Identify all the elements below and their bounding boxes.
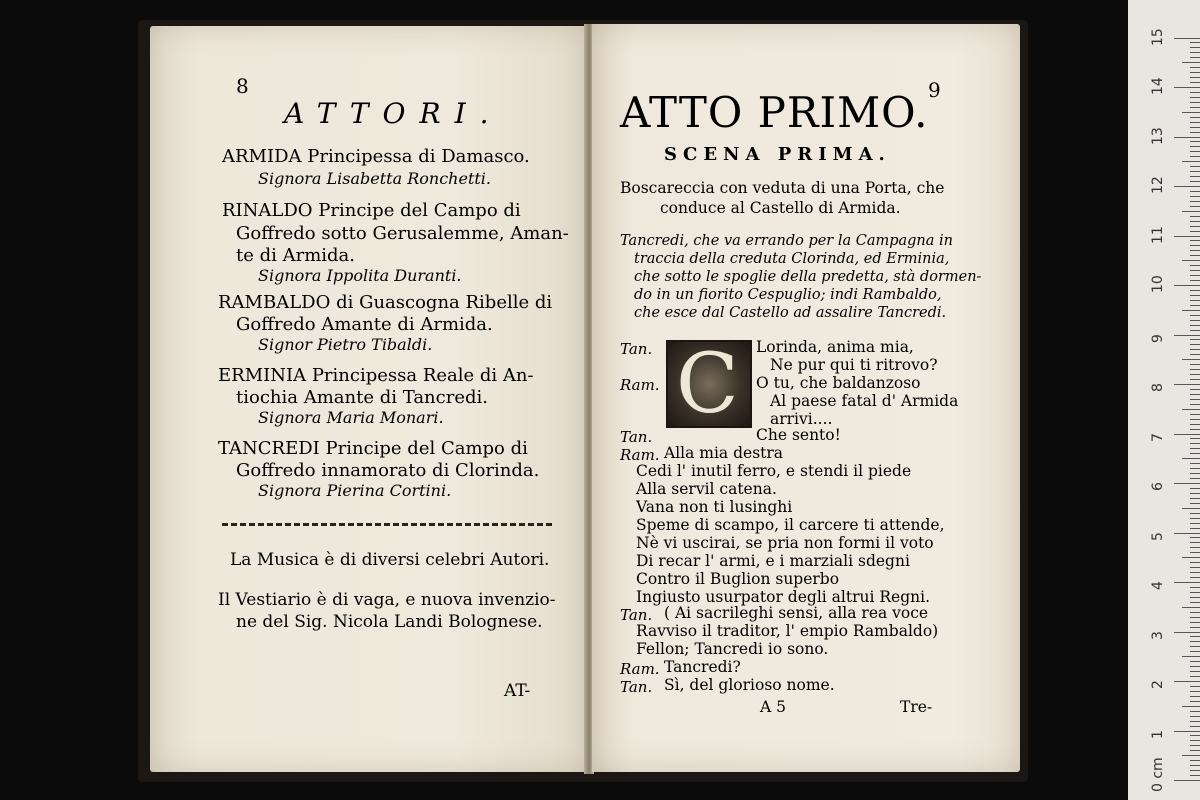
ruler-tick	[1190, 181, 1200, 182]
ruler-number: 10	[1150, 275, 1166, 293]
costume-note-line: ne del Sig. Nicola Landi Bolognese.	[236, 612, 543, 632]
ruler-tick	[1190, 399, 1200, 400]
ruler-tick	[1174, 335, 1200, 336]
character-role-line: TANCREDI Principe del Campo di	[218, 438, 528, 459]
ruler-tick	[1190, 740, 1200, 741]
ruler-tick	[1190, 760, 1200, 761]
ruler-number: 9	[1150, 333, 1166, 343]
ruler-tick	[1190, 661, 1200, 662]
ruler-number: 7	[1150, 432, 1166, 442]
ruler-tick	[1190, 542, 1200, 543]
ruler-tick	[1182, 112, 1200, 113]
ruler-tick	[1182, 706, 1200, 707]
speaker-label: Ram.	[620, 376, 660, 394]
ruler-tick	[1190, 726, 1200, 727]
ruler-tick	[1190, 478, 1200, 479]
ruler-tick	[1190, 523, 1200, 524]
verse-line: Di recar l' armi, e i marziali sdegni	[636, 552, 910, 570]
stage-direction-line: Tancredi, che va errando per la Campagna in	[620, 233, 954, 249]
speaker-label: Tan.	[620, 678, 653, 696]
ruler-tick	[1174, 731, 1200, 732]
ruler-tick	[1190, 696, 1200, 697]
ruler-tick	[1182, 409, 1200, 410]
ruler-tick	[1190, 344, 1200, 345]
ruler-tick	[1190, 156, 1200, 157]
verse-line: Ingiusto usurpator degli altrui Regni.	[636, 588, 930, 606]
speaker-label: Tan.	[620, 340, 653, 358]
act-title: ATTO PRIMO.	[620, 88, 929, 137]
verse-line: O tu, che baldanzoso	[756, 374, 921, 392]
ruler-tick	[1182, 260, 1200, 261]
verse-line: Cedi l' inutil ferro, e stendi il piede	[636, 462, 912, 480]
ruler-tick	[1174, 582, 1200, 583]
stage-direction-line: do in un fiorito Cespuglio; indi Rambaldo,	[634, 287, 942, 303]
ruler-number: 14	[1150, 77, 1166, 95]
ruler-tick	[1190, 448, 1200, 449]
ruler-tick	[1190, 280, 1200, 281]
verse-line: Al paese fatal d' Armida	[770, 392, 959, 410]
ruler-tick	[1190, 250, 1200, 251]
ruler-tick	[1190, 275, 1200, 276]
ruler-number: 15	[1150, 27, 1166, 46]
ruler-tick	[1190, 305, 1200, 306]
ruler-tick	[1190, 498, 1200, 499]
ruler-tick	[1190, 617, 1200, 618]
ruler-tick	[1190, 369, 1200, 370]
ruler-tick	[1190, 716, 1200, 717]
ruler-tick	[1190, 691, 1200, 692]
speaker-label: Tan.	[620, 428, 653, 446]
ruler-tick	[1190, 429, 1200, 430]
verse-line: ( Ai sacrileghi sensi, alla rea voce	[664, 604, 929, 622]
stage-direction-line: che sotto le spoglie della predetta, stà dormen-	[634, 269, 982, 285]
ruler-tick	[1190, 513, 1200, 514]
ruler-tick	[1182, 508, 1200, 509]
ruler-tick	[1190, 270, 1200, 271]
ruler-tick	[1174, 87, 1200, 88]
character-role-line: Goffredo sotto Gerusalemme, Aman-	[236, 223, 569, 244]
ruler-tick	[1190, 414, 1200, 415]
ruler-tick	[1182, 458, 1200, 459]
ruler-tick	[1190, 300, 1200, 301]
verse-line: Alla servil catena.	[636, 480, 777, 498]
verse-line: Che sento!	[756, 426, 841, 444]
ruler-tick	[1190, 562, 1200, 563]
character-singer: Signora Pierina Cortini.	[258, 481, 452, 500]
ruler-tick	[1174, 236, 1200, 237]
ruler-tick	[1190, 42, 1200, 43]
ruler-number: 11	[1150, 225, 1166, 244]
ruler-tick	[1190, 221, 1200, 222]
ornamental-rule	[222, 523, 552, 526]
ruler-tick	[1190, 132, 1200, 133]
ruler-tick	[1190, 141, 1200, 142]
ruler-number: 3	[1150, 630, 1166, 640]
ruler-tick	[1190, 537, 1200, 538]
verse-line: arrivi....	[770, 410, 833, 428]
ruler-tick	[1190, 404, 1200, 405]
ruler-tick	[1190, 201, 1200, 202]
ruler-tick	[1174, 137, 1200, 138]
music-note: La Musica è di diversi celebri Autori.	[230, 550, 550, 570]
ruler-tick	[1190, 354, 1200, 355]
ruler-tick	[1190, 117, 1200, 118]
ruler-tick	[1190, 146, 1200, 147]
ruler-tick	[1190, 612, 1200, 613]
ruler-tick	[1190, 651, 1200, 652]
character-singer: Signora Ippolita Duranti.	[258, 266, 462, 285]
ruler-number: 6	[1150, 482, 1166, 491]
ruler-tick	[1190, 325, 1200, 326]
ruler-tick	[1190, 592, 1200, 593]
ruler-tick	[1190, 52, 1200, 53]
ruler-tick	[1190, 265, 1200, 266]
verse-line: Fellon; Tancredi io sono.	[636, 640, 829, 658]
ruler-tick	[1190, 473, 1200, 474]
ruler-tick	[1182, 62, 1200, 63]
ruler-tick	[1190, 518, 1200, 519]
ruler-tick	[1190, 587, 1200, 588]
character-role-line: ARMIDA Principessa di Damasco.	[222, 146, 530, 167]
ruler-tick	[1174, 384, 1200, 385]
ruler-tick	[1190, 245, 1200, 246]
ruler-tick	[1190, 721, 1200, 722]
ruler-tick	[1190, 330, 1200, 331]
ruler-number: 2	[1150, 680, 1166, 689]
ruler-tick	[1190, 196, 1200, 197]
ruler-tick	[1182, 557, 1200, 558]
ruler-tick	[1190, 503, 1200, 504]
ruler-tick	[1190, 255, 1200, 256]
ruler-tick	[1190, 750, 1200, 751]
ruler-tick	[1190, 775, 1200, 776]
verse-line: Sì, del glorioso nome.	[664, 676, 835, 694]
verse-line: Tancredi?	[664, 658, 741, 676]
ruler-tick	[1190, 602, 1200, 603]
ruler-tick	[1190, 567, 1200, 568]
ruler-tick	[1182, 211, 1200, 212]
ruler-tick	[1190, 394, 1200, 395]
right-page-number: 9	[928, 78, 941, 102]
costume-note-line: Il Vestiario è di vaga, e nuova invenzio-	[218, 590, 556, 610]
ruler-tick	[1190, 122, 1200, 123]
character-singer: Signora Lisabetta Ronchetti.	[258, 169, 491, 188]
speaker-label: Ram.	[620, 660, 660, 678]
ruler-tick	[1190, 770, 1200, 771]
signature-mark: A 5	[760, 698, 786, 716]
ruler-tick	[1190, 735, 1200, 736]
setting-line: conduce al Castello di Armida.	[660, 199, 901, 217]
ruler-tick	[1190, 424, 1200, 425]
ruler-tick	[1190, 676, 1200, 677]
character-role-line: te di Armida.	[236, 245, 356, 266]
ruler-tick	[1190, 641, 1200, 642]
ruler-tick	[1174, 632, 1200, 633]
ruler-tick	[1190, 57, 1200, 58]
character-singer: Signora Maria Monari.	[258, 408, 444, 427]
ruler-tick	[1190, 240, 1200, 241]
ruler-tick	[1190, 72, 1200, 73]
character-role-line: ERMINIA Principessa Reale di An-	[218, 365, 534, 386]
left-page-number: 8	[236, 74, 249, 98]
ruler-tick	[1190, 438, 1200, 439]
setting-line: Boscareccia con veduta di una Porta, che	[620, 179, 945, 197]
ruler-tick	[1190, 488, 1200, 489]
ruler-tick	[1190, 339, 1200, 340]
ruler-tick	[1182, 755, 1200, 756]
ruler-tick	[1190, 646, 1200, 647]
ruler-tick	[1190, 622, 1200, 623]
ruler-tick	[1190, 389, 1200, 390]
ruler-tick	[1190, 216, 1200, 217]
character-role-line: Goffredo innamorato di Clorinda.	[236, 460, 540, 481]
ruler-tick	[1190, 107, 1200, 108]
verse-line: Alla mia destra	[664, 444, 784, 462]
ruler-tick	[1190, 67, 1200, 68]
speaker-label: Tan.	[620, 606, 653, 624]
ruler-tick	[1190, 468, 1200, 469]
ruler-tick	[1190, 231, 1200, 232]
drop-cap-letter: C	[676, 337, 739, 432]
verse-line: Lorinda, anima mia,	[756, 338, 914, 356]
ruler-tick	[1174, 186, 1200, 187]
verse-line: Vana non ti lusinghi	[636, 498, 793, 516]
right-catchword: Tre-	[900, 698, 933, 716]
verse-line: Nè vi uscirai, se pria non formi il voto	[636, 534, 934, 552]
ruler-tick	[1190, 577, 1200, 578]
ruler-tick	[1190, 166, 1200, 167]
ruler-tick	[1190, 92, 1200, 93]
ruler-tick	[1190, 349, 1200, 350]
ruler-tick	[1190, 151, 1200, 152]
verse-line: Contro il Buglion superbo	[636, 570, 840, 588]
ruler-tick	[1190, 77, 1200, 78]
ruler-tick	[1190, 671, 1200, 672]
scene-title: SCENA PRIMA.	[664, 144, 891, 165]
ruler-tick	[1182, 161, 1200, 162]
ruler-tick	[1190, 320, 1200, 321]
ruler-tick	[1190, 295, 1200, 296]
ruler-tick	[1190, 745, 1200, 746]
ruler-tick	[1190, 765, 1200, 766]
ruler-tick	[1174, 38, 1200, 39]
ruler-tick	[1190, 597, 1200, 598]
ruler-tick	[1190, 82, 1200, 83]
ruler-tick	[1190, 47, 1200, 48]
ruler-tick	[1190, 97, 1200, 98]
ruler-number: 5	[1150, 531, 1166, 541]
ruler-tick	[1190, 701, 1200, 702]
ruler-tick	[1190, 290, 1200, 291]
ruler-tick	[1190, 463, 1200, 464]
ruler-number: 8	[1150, 383, 1166, 392]
ruler-tick	[1174, 780, 1200, 781]
ruler-tick	[1190, 102, 1200, 103]
ruler-tick	[1190, 711, 1200, 712]
ruler-unit-label: 0 cm	[1150, 757, 1166, 792]
ruler-tick	[1182, 359, 1200, 360]
ruler-tick	[1190, 315, 1200, 316]
character-role-line: RINALDO Principe del Campo di	[222, 200, 521, 221]
ruler-tick	[1190, 547, 1200, 548]
ruler-tick	[1174, 285, 1200, 286]
ruler-number: 1	[1150, 729, 1166, 739]
ruler-tick	[1182, 310, 1200, 311]
ruler-tick	[1190, 627, 1200, 628]
ruler-tick	[1190, 493, 1200, 494]
verse-line: Ravviso il traditor, l' empio Rambaldo)	[636, 622, 939, 640]
ruler-tick	[1182, 656, 1200, 657]
ruler-tick	[1190, 636, 1200, 637]
stage-direction-line: che esce dal Castello ad assalire Tancredi.	[634, 305, 947, 321]
ruler-tick	[1190, 191, 1200, 192]
ruler-tick	[1190, 453, 1200, 454]
character-role-line: RAMBALDO di Guascogna Ribelle di	[218, 292, 553, 313]
character-singer: Signor Pietro Tibaldi.	[258, 335, 433, 354]
ruler-tick	[1190, 666, 1200, 667]
ruler-tick	[1174, 434, 1200, 435]
ruler-tick	[1182, 607, 1200, 608]
character-role-line: Goffredo Amante di Armida.	[236, 314, 493, 335]
left-catchword: AT-	[504, 681, 531, 701]
ruler-tick	[1190, 171, 1200, 172]
ruler-tick	[1190, 572, 1200, 573]
ruler-tick	[1190, 206, 1200, 207]
actors-heading: ATTORI.	[284, 97, 503, 130]
verse-line: Ne pur qui ti ritrovo?	[770, 356, 938, 374]
ruler-tick	[1190, 374, 1200, 375]
ruler-tick	[1190, 443, 1200, 444]
ruler-tick	[1174, 681, 1200, 682]
ruler-tick	[1190, 552, 1200, 553]
ruler-tick	[1190, 379, 1200, 380]
ruler-tick	[1190, 364, 1200, 365]
ruler-number: 12	[1150, 176, 1166, 194]
ruler-tick	[1190, 226, 1200, 227]
ruler-number: 13	[1150, 126, 1166, 145]
ruler-tick	[1190, 686, 1200, 687]
ruler-tick	[1190, 176, 1200, 177]
ruler-tick	[1190, 419, 1200, 420]
verse-line: Speme di scampo, il carcere ti attende,	[636, 516, 945, 534]
ruler-tick	[1174, 483, 1200, 484]
decorated-drop-cap	[666, 337, 752, 432]
ruler-tick	[1190, 528, 1200, 529]
stage-direction-line: traccia della creduta Clorinda, ed Erminia,	[634, 251, 950, 267]
ruler-number: 4	[1150, 581, 1166, 590]
ruler-tick	[1174, 533, 1200, 534]
ruler-tick	[1190, 127, 1200, 128]
character-role-line: tiochia Amante di Tancredi.	[236, 387, 488, 408]
speaker-label: Ram.	[620, 446, 660, 464]
